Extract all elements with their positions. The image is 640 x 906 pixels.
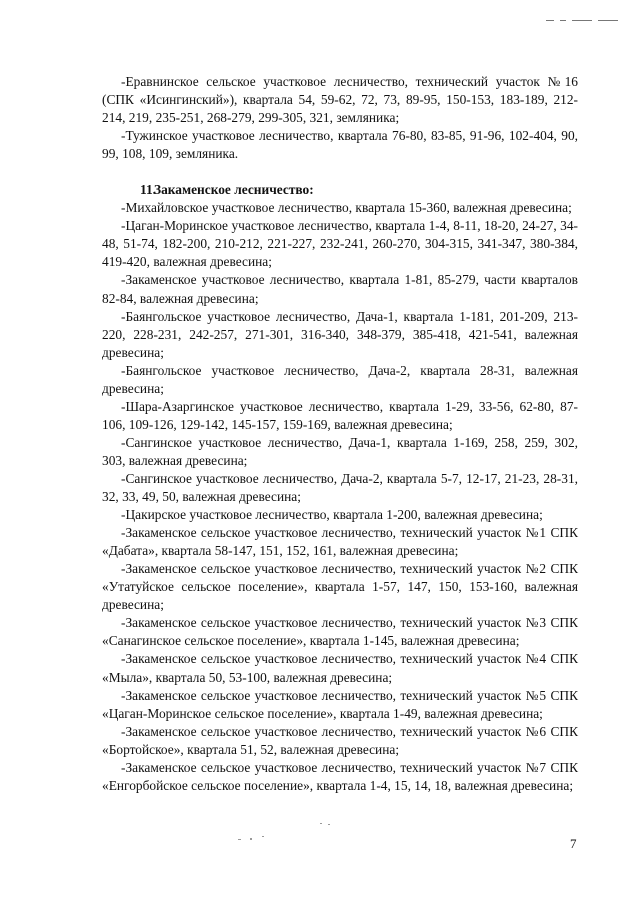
- section-number: 11.: [140, 182, 156, 198]
- scan-speck: [250, 838, 252, 840]
- paragraph: -Шара-Азаргинское участковое лесничество, квартала 1-29, 33-56, 62-80, 87-106, 109-126, 129-142, 145-157, 159-169, валежная древесина;: [102, 398, 578, 432]
- paragraph: -Закаменское сельское участковое лесничество, технический участок №1 СПК «Дабата», квартала 58-147, 151, 152, 161, валежная древесина;: [102, 525, 578, 559]
- paragraph: -Закаменское сельское участковое лесничество, технический участок №5 СПК «Цаган-Моринское сельское поселение», квартала 1-49, валежная древесина;: [102, 687, 578, 721]
- paragraph: -Тужинское участковое лесничество, квартала 76-80, 83-85, 91-96, 102-404, 90, 99, 108, 109, земляника.: [102, 128, 578, 162]
- scan-speck: [238, 839, 241, 840]
- paragraph: -Закаменское сельское участковое лесничество, технический участок №4 СПК «Мыла», квартала 50, 53-100, валежная древесина;: [102, 651, 578, 685]
- paragraph: -Цакирское участковое лесничество, квартала 1-200, валежная древесина;: [121, 507, 543, 523]
- scan-speck: [262, 836, 264, 837]
- paragraph: -Михайловское участковое лесничество, квартала 15-360, валежная древесина;: [121, 200, 572, 216]
- scan-corner-marks: [546, 20, 618, 22]
- document-body: [102, 73, 578, 795]
- section-heading: [102, 181, 578, 199]
- paragraph: -Закаменское сельское участковое лесничество, технический участок №6 СПК «Бортойское», квартала 51, 52, валежная древесина;: [102, 723, 578, 757]
- paragraph: -Закаменское сельское участковое лесничество, технический участок №3 СПК «Санагинское сельское поселение», квартала 1-145, валежная древесина;: [102, 615, 578, 649]
- paragraph: -Баянгольское участковое лесничество, Дача-1, квартала 1-181, 201-209, 213-220, 228-231, 242-257, 271-301, 316-340, 348-379, 385-418, 421-541, валежная древесина;: [102, 308, 578, 360]
- paragraph: -Еравнинское сельское участковое лесничество, технический участок №16 (СПК «Исингинский»), квартала 54, 59-62, 72, 73, 89-95, 150-153, 183-189, 212-214, 219, 235-251, 268-279, 299-305, 321, земляника;: [102, 74, 578, 126]
- page-number: 7: [570, 836, 577, 851]
- paragraph: -Закаменское сельское участковое лесничество, технический участок №7 СПК «Енгорбойское сельское поселение», квартала 1-4, 15, 14, 18, валежная древесина;: [102, 759, 578, 793]
- scan-speck: [320, 823, 322, 824]
- paragraph: -Сангинское участковое лесничество, Дача-2, квартала 5-7, 12-17, 21-23, 28-31, 32, 33, 49, 50, валежная древесина;: [102, 470, 578, 505]
- paragraph: -Закаменское участковое лесничество, квартала 1-81, 85-279, части кварталов 82-84, валежная древесина;: [102, 272, 578, 306]
- paragraph: -Баянгольское участковое лесничество, Дача-2, квартала 28-31, валежная древесина;: [102, 362, 578, 396]
- scan-speck: [328, 824, 330, 825]
- paragraph: -Цаган-Моринское участковое лесничество, квартала 1-4, 8-11, 18-20, 24-27, 34-48, 51-74, 182-200, 210-212, 221-227, 232-241, 260-270, 304-315, 341-347, 380-384, 419-420, валежная древесина;: [102, 218, 578, 270]
- section-title: Закаменское лесничество:: [154, 182, 314, 198]
- paragraph: -Сангинское участковое лесничество, Дача-1, квартала 1-169, 258, 259, 302, 303, валежная древесина;: [102, 434, 578, 468]
- paragraph: -Закаменское сельское участковое лесничество, технический участок №2 СПК «Утатуйское сельское поселение», квартала 1-57, 147, 150, 153-160, валежная древесина;: [102, 561, 578, 613]
